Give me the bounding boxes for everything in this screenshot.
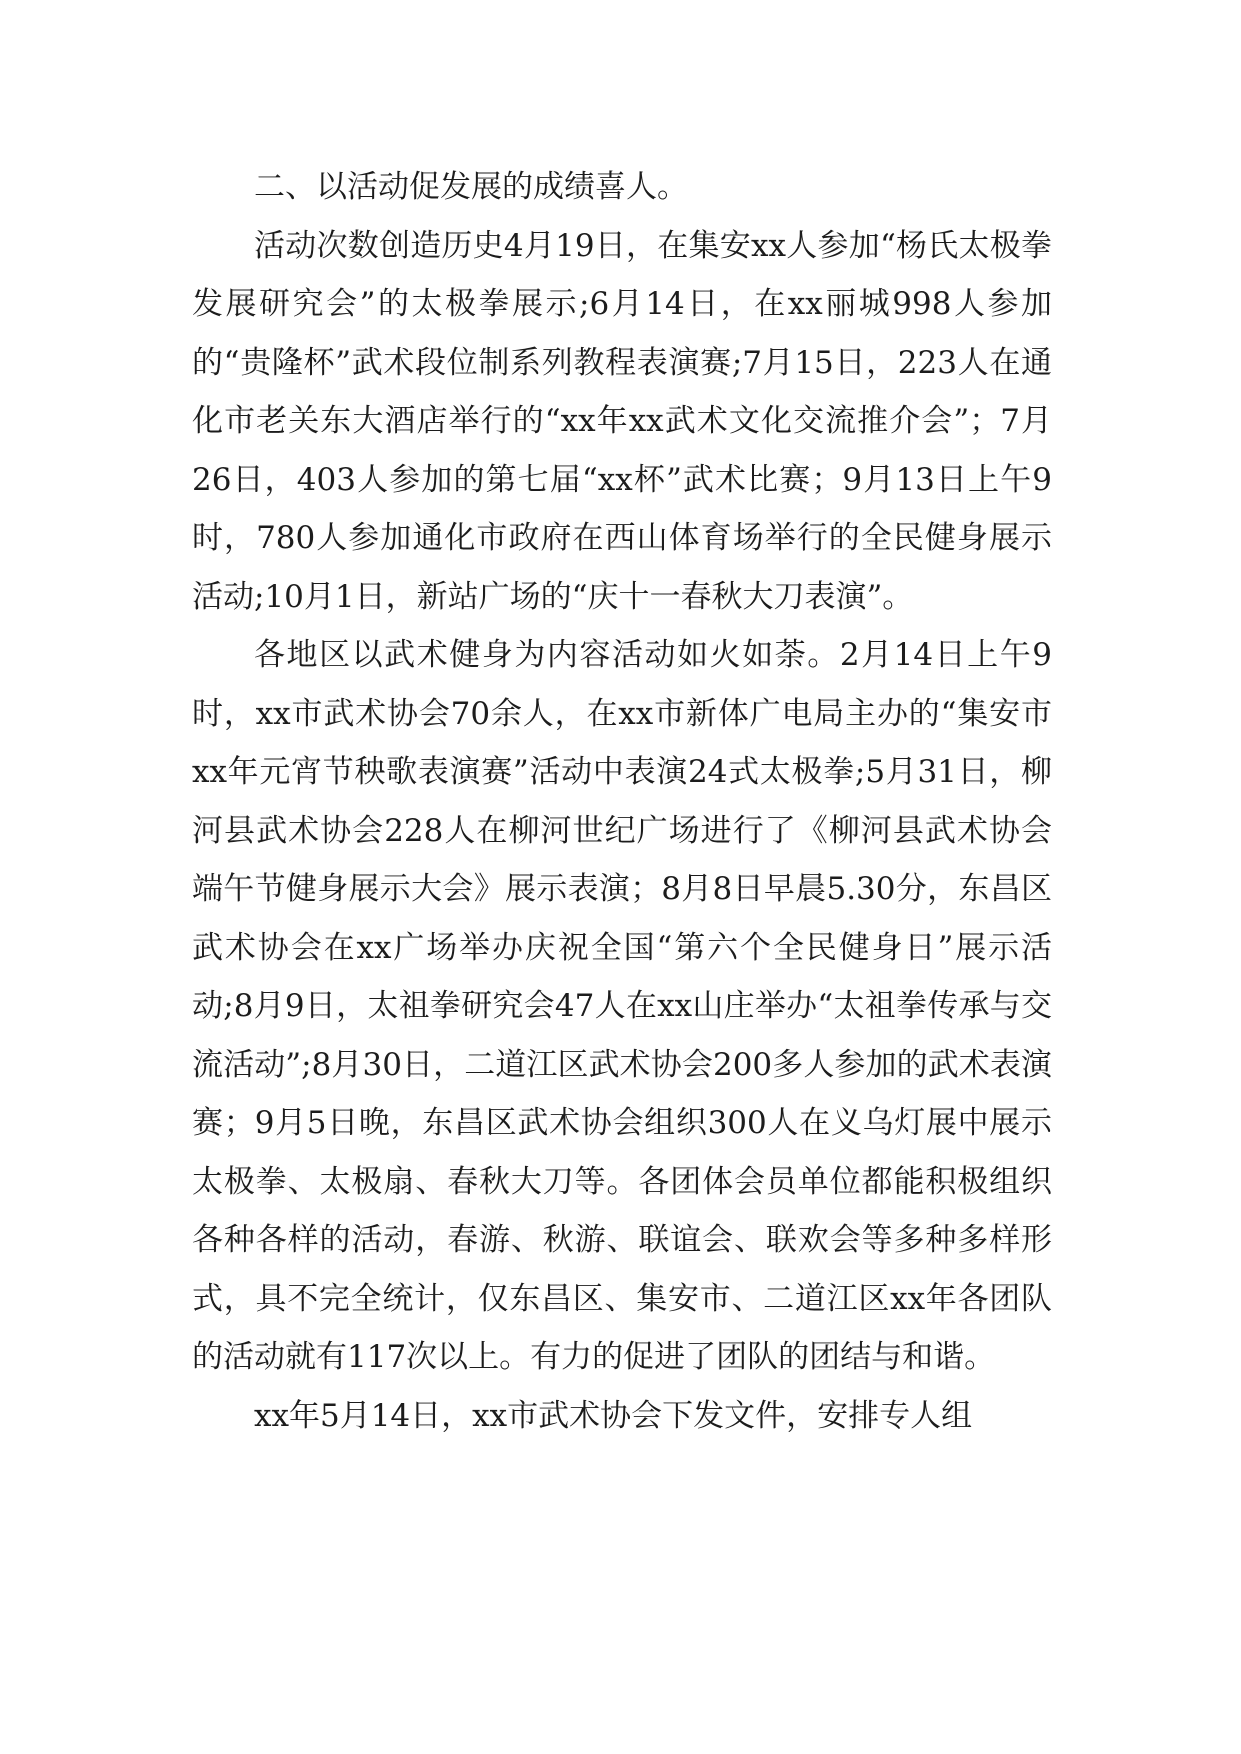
document-body: [192, 158, 1052, 1445]
paragraph-regional-activities: 各地区以武术健身为内容活动如火如荼。2月14日上午9时，xx市武术协会70余人，在xx市新体广电局主办的“集安市xx年元宵节秧歌表演赛”活动中表演24式太极拳;5月31日，柳河县武术协会228人在柳河世纪广场进行了《柳河县武术协会端午节健身展示大会》展示表演；8月8日早晨5.30分，东昌区武术协会在xx广场举办庆祝全国“第六个全民健身日”展示活动;8月9日，太祖拳研究会47人在xx山庄举办“太祖拳传承与交流活动”;8月30日，二道江区武术协会200多人参加的武术表演赛；9月5日晚，东昌区武术协会组织300人在义乌灯展中展示太极拳、太极扇、春秋大刀等。各团体会员单位都能积极组织各种各样的活动，春游、秋游、联谊会、联欢会等多种多样形式，具不完全统计，仅东昌区、集安市、二道江区xx年各团队的活动就有117次以上。有力的促进了团队的团结与和谐。: [192, 637, 1052, 1375]
paragraph-activity-records: 活动次数创造历史4月19日，在集安xx人参加“杨氏太极拳发展研究会”的太极拳展示;6月14日，在xx丽城998人参加的“贵隆杯”武术段位制系列教程表演赛;7月15日，223人在通化市老关东大酒店举行的“xx年xx武术文化交流推介会”；7月26日，403人参加的第七届“xx杯”武术比赛；9月13日上午9时，780人参加通化市政府在西山体育场举行的全民健身展示活动;10月1日，新站广场的“庆十一春秋大刀表演”。: [192, 227, 1052, 615]
section-heading: 二、以活动促发展的成绩喜人。: [254, 169, 688, 205]
paragraph-may-notice: xx年5月14日，xx市武术协会下发文件，安排专人组: [254, 1397, 973, 1434]
